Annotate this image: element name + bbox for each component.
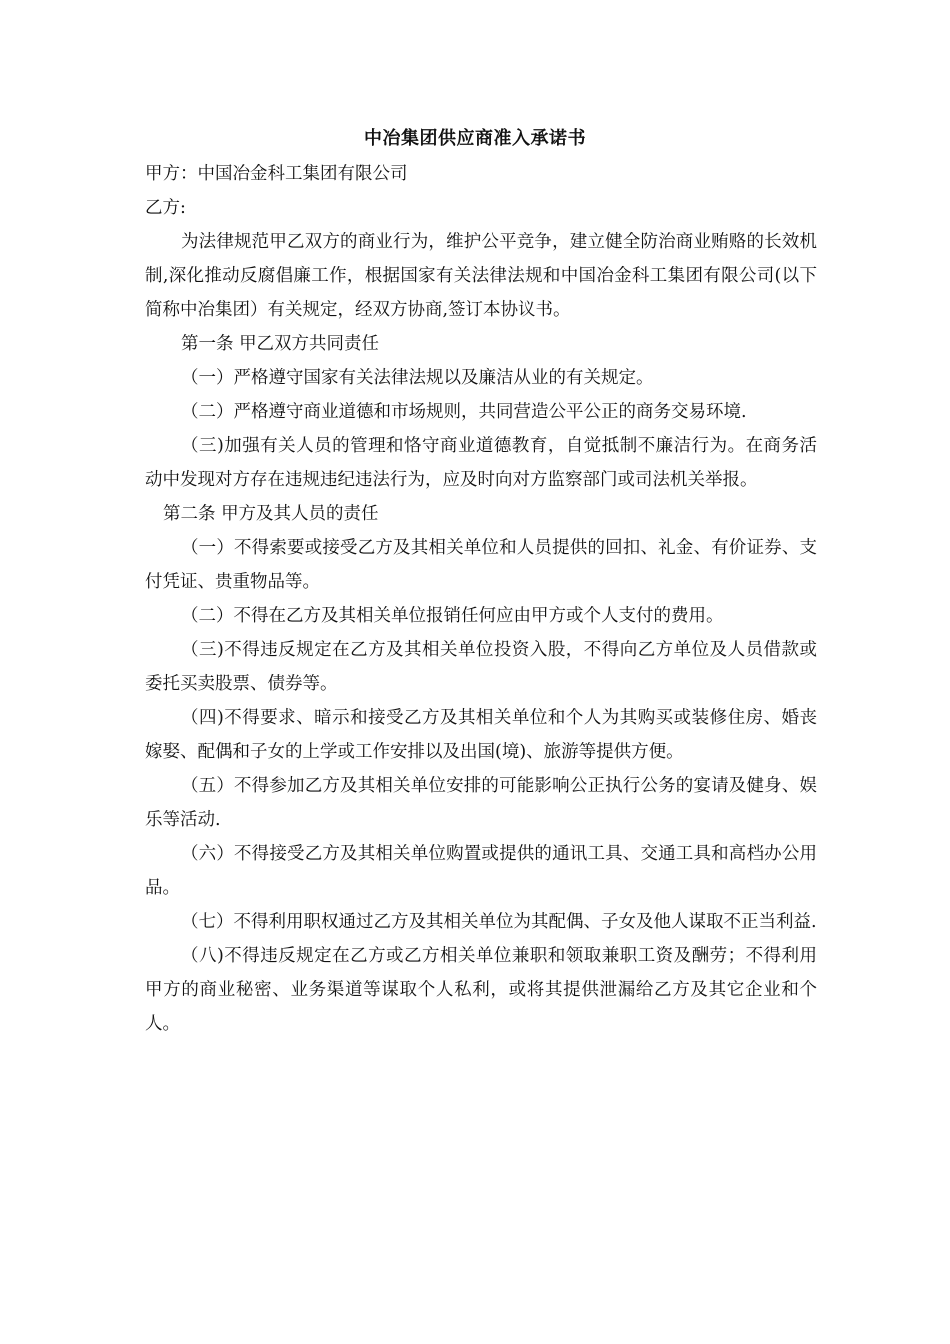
article2-item-3: （三)不得违反规定在乙方及其相关单位投资入股，不得向乙方单位及人员借款或委托买卖股票、债券等。 xyxy=(145,640,817,694)
article2-heading: 第二条 甲方及其人员的责任 xyxy=(163,504,379,524)
article1-heading: 第一条 甲乙双方共同责任 xyxy=(181,334,380,354)
article1-item-1: （一）严格遵守国家有关法律法规以及廉洁从业的有关规定。 xyxy=(181,368,654,388)
document-title: 中冶集团供应商准入承诺书 xyxy=(364,128,586,149)
intro-paragraph: 为法律规范甲乙双方的商业行为，维护公平竞争，建立健全防治商业贿赂的长效机制,深化推动反腐倡廉工作，根据国家有关法律法规和中国冶金科工集团有限公司(以下简称中冶集团）有关规定，经双方协商,签订本协议书。 xyxy=(145,232,817,320)
party-b: 乙方: xyxy=(145,198,186,218)
article2-item-1: （一）不得索要或接受乙方及其相关单位和人员提供的回扣、礼金、有价证券、支付凭证、贵重物品等。 xyxy=(145,538,817,592)
article2-item-6: （六）不得接受乙方及其相关单位购置或提供的通讯工具、交通工具和高档办公用品。 xyxy=(145,844,817,898)
article2-item-2: （二）不得在乙方及其相关单位报销任何应由甲方或个人支付的费用。 xyxy=(181,606,724,626)
article1-item-2: （二）严格遵守商业道德和市场规则，共同营造公平公正的商务交易环境. xyxy=(181,402,747,422)
article1-item-3: （三)加强有关人员的管理和恪守商业道德教育，自觉抵制不廉洁行为。在商务活动中发现对方存在违规违纪违法行为，应及时向对方监察部门或司法机关举报。 xyxy=(145,436,817,490)
party-a: 甲方：中国冶金科工集团有限公司 xyxy=(145,164,408,184)
article2-item-4: （四)不得要求、暗示和接受乙方及其相关单位和个人为其购买或装修住房、婚丧嫁娶、配偶和子女的上学或工作安排以及出国(境)、旅游等提供方便。 xyxy=(145,708,817,762)
article2-item-8: （八)不得违反规定在乙方或乙方相关单位兼职和领取兼职工资及酬劳；不得利用甲方的商业秘密、业务渠道等谋取个人私利，或将其提供泄漏给乙方及其它企业和个人。 xyxy=(145,946,817,1034)
article2-item-7: （七）不得利用职权通过乙方及其相关单位为其配偶、子女及他人谋取不正当利益. xyxy=(181,912,817,932)
document-body xyxy=(145,157,817,1041)
article2-item-5: （五）不得参加乙方及其相关单位安排的可能影响公正执行公务的宴请及健身、娱乐等活动. xyxy=(145,776,817,830)
